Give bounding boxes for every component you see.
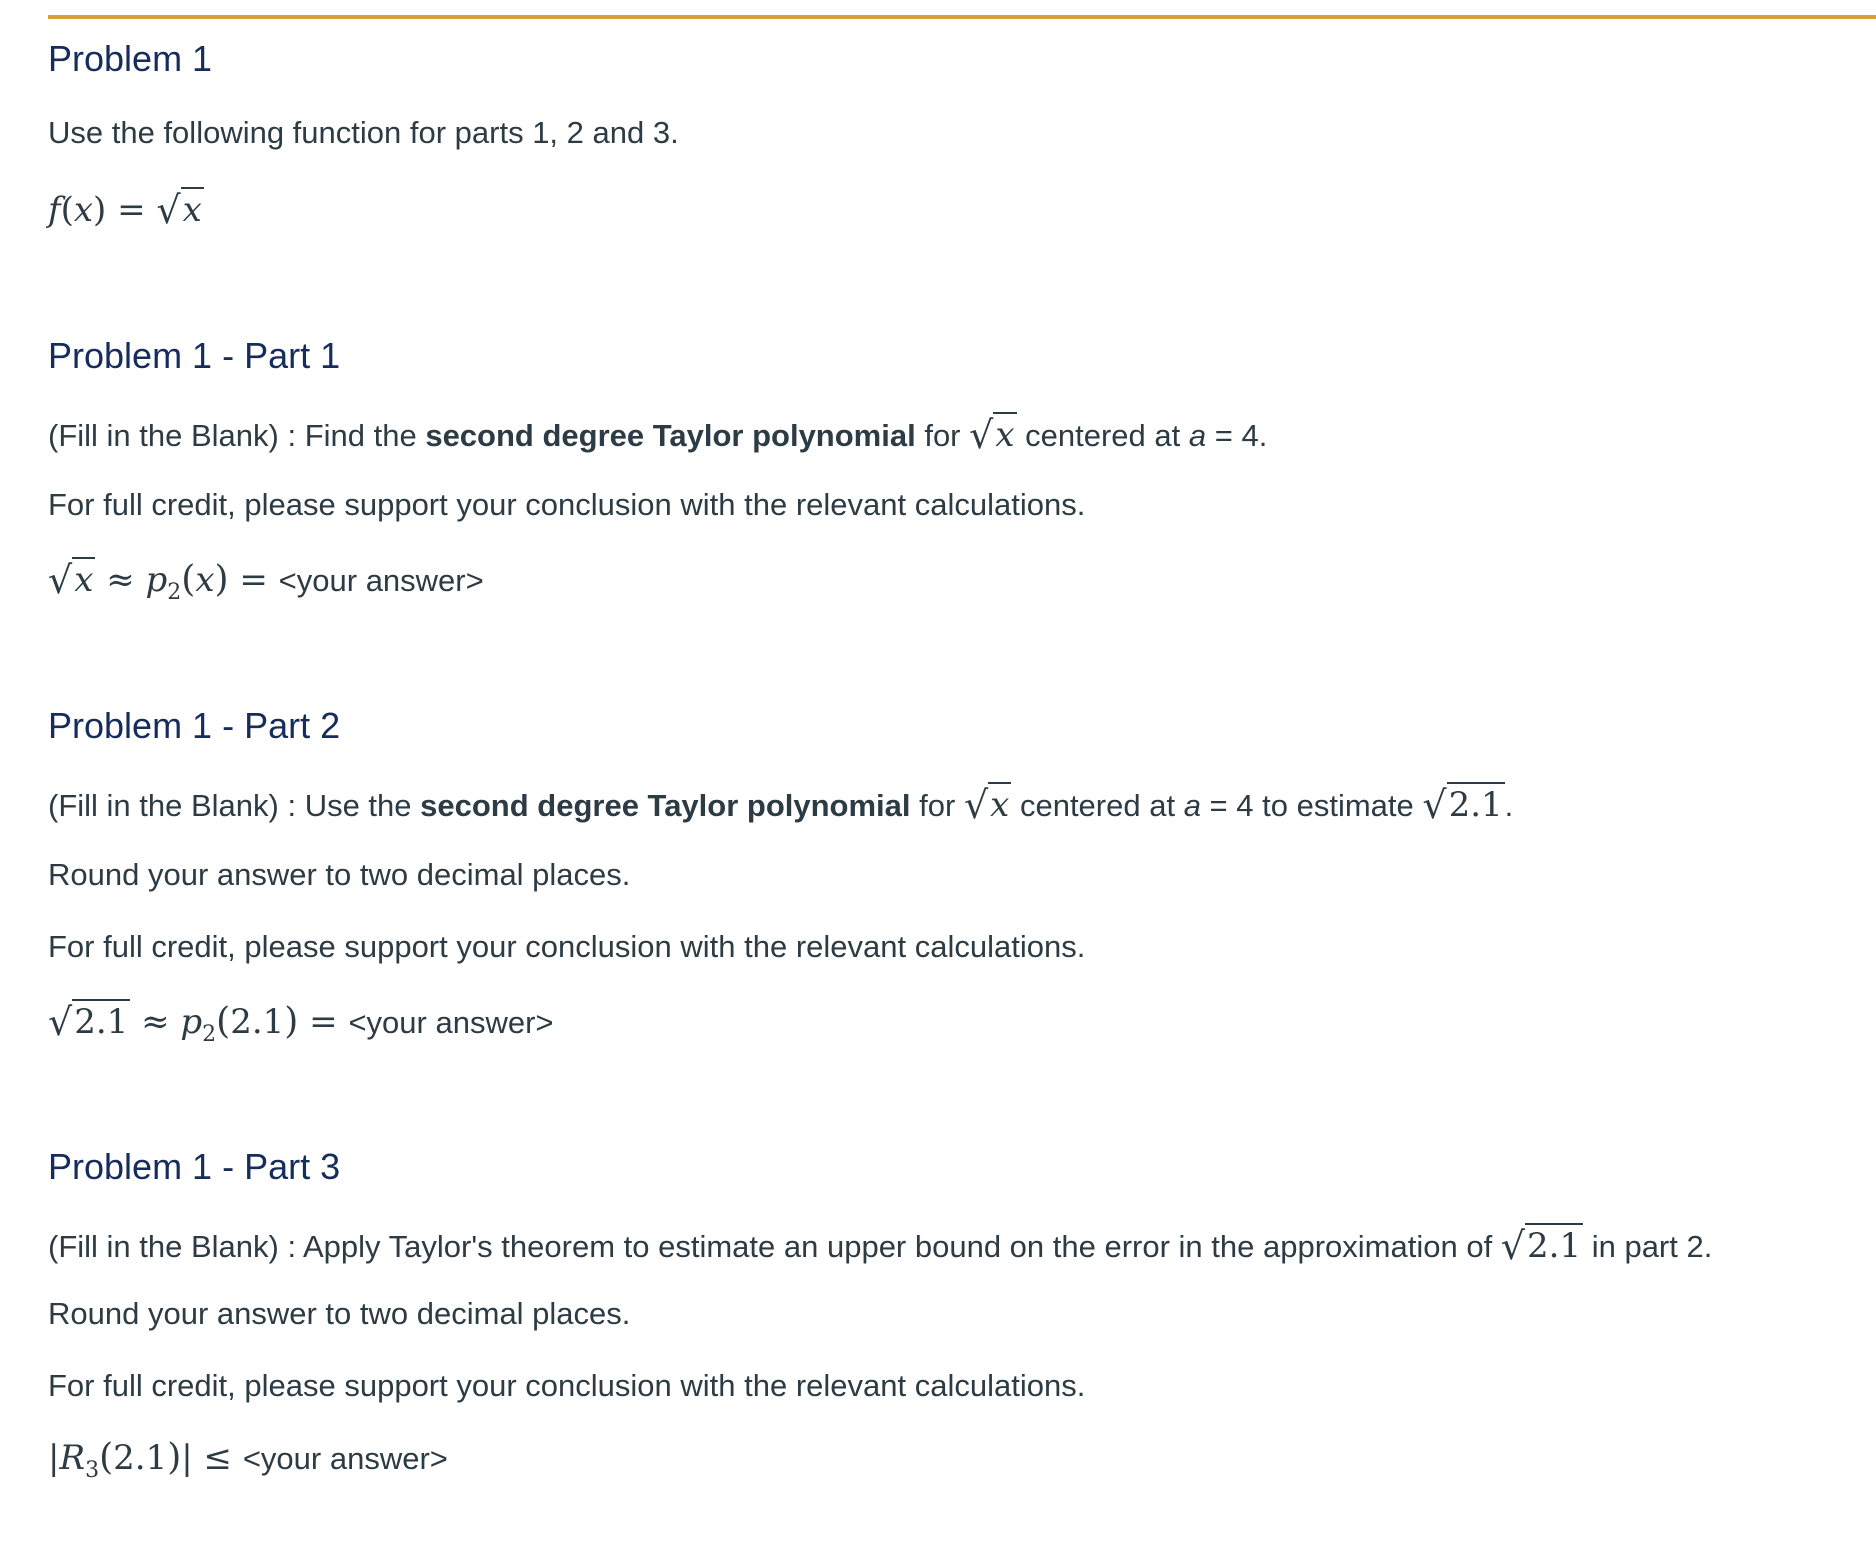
part1-answer-line: $√x \approx p_2(x)$ = <your answer> (48, 558, 484, 605)
part2-credit: For full credit, please support your conclusion with the relevant calculations. (48, 929, 1086, 964)
part3-round-instruction: Round your answer to two decimal places. (48, 1296, 631, 1331)
part2-round-instruction: Round your answer to two decimal places. (48, 857, 631, 892)
top-divider (48, 15, 1876, 19)
part1-question: (Fill in the Blank) : Find the second degree Taylor polynomial for √x centered at a = 4. (48, 413, 1268, 457)
part2-answer-line: $√2.1 \approx p_2(2.1)$ = <your answer> (48, 1000, 554, 1047)
part3-answer-line: $|R_3(2.1)|$ ≤ <your answer> (48, 1437, 448, 1483)
part2-answer-placeholder[interactable]: <your answer> (348, 1005, 554, 1040)
part1-heading: Problem 1 - Part 1 (48, 335, 341, 376)
part2-heading: Problem 1 - Part 2 (48, 705, 341, 746)
problem-heading: Problem 1 (48, 38, 213, 79)
problem-intro: Use the following function for parts 1, 2 and 3. (48, 115, 679, 150)
part2-question: (Fill in the Blank) : Use the second degree Taylor polynomial for √x centered at a = 4 to estimate √2.1. (48, 783, 1514, 827)
part3-credit: For full credit, please support your conclusion with the relevant calculations. (48, 1368, 1086, 1403)
part1-answer-placeholder[interactable]: <your answer> (278, 563, 484, 598)
function-definition: f(x) = √x (48, 188, 202, 232)
part3-heading: Problem 1 - Part 3 (48, 1146, 341, 1187)
part1-credit: For full credit, please support your conclusion with the relevant calculations. (48, 487, 1086, 522)
part3-answer-placeholder[interactable]: <your answer> (242, 1441, 448, 1476)
part3-question: (Fill in the Blank) : Apply Taylor's theorem to estimate an upper bound on the error in the approximation of √2.1 in part 2. (48, 1224, 1713, 1268)
